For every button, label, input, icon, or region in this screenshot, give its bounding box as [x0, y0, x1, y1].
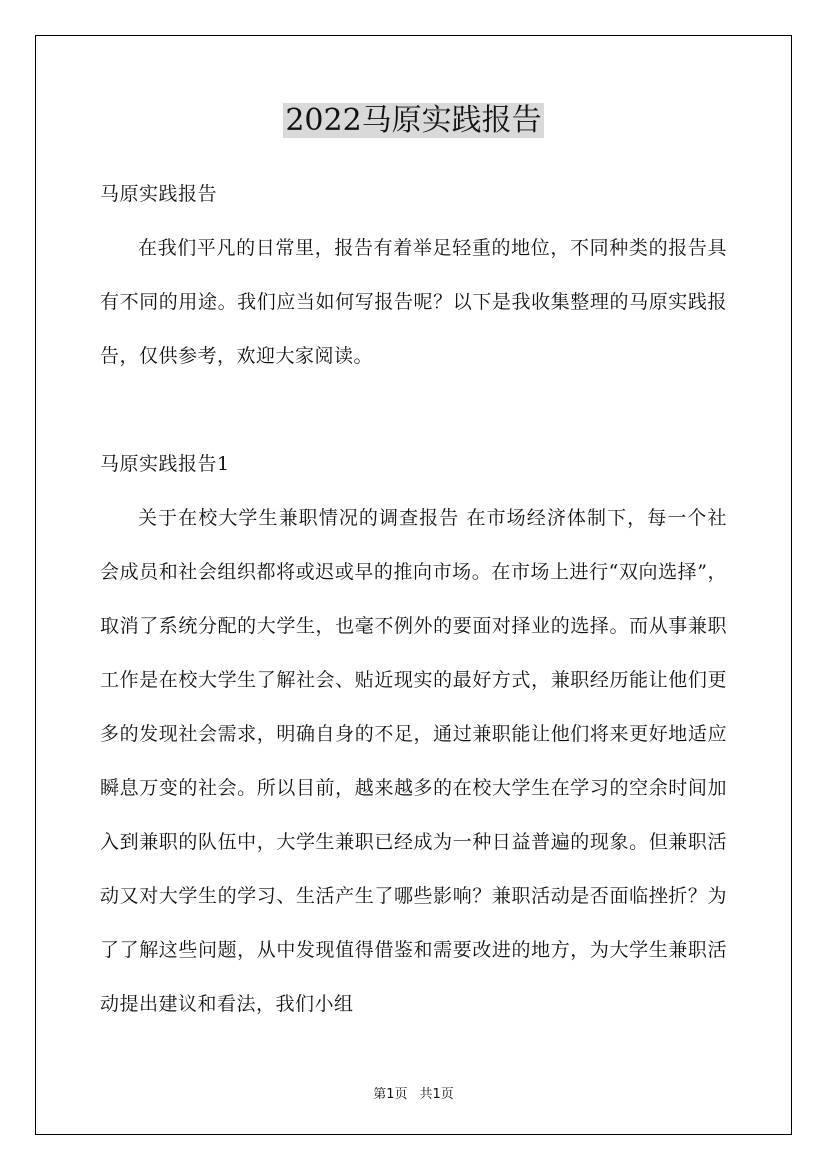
page-total-label: 共1页 — [419, 1087, 454, 1102]
section-heading-report-1: 马原实践报告1 — [100, 453, 230, 475]
document-title-text: 2022马原实践报告 — [285, 103, 542, 138]
section-subtitle: 马原实践报告 — [100, 183, 218, 205]
intro-paragraph: 在我们平凡的日常里，报告有着举足轻重的地位，不同种类的报告具有不同的用途。我们应当如何写报告呢？以下是我收集整理的马原实践报告，仅供参考，欢迎大家阅读。 — [100, 237, 727, 367]
page-current-label: 第1页 — [373, 1087, 408, 1102]
main-paragraph: 关于在校大学生兼职情况的调查报告 在市场经济体制下，每一个社会成员和社会组织都将或迟或早的推向市场。在市场上进行“双向选择”，取消了系统分配的大学生，也毫不例外的要面对择业的选择。而从事兼职工作是在校大学生了解社会、贴近现实的最好方式，兼职经历能让他们更多的发现社会需求，明确自身的不足，通过兼职能让他们将来更好地适应瞬息万变的社会。所以目前，越来越多的在校大学生在学习的空余时间加入到兼职的队伍中，大学生兼职已经成为一种日益普遍的现象。但兼职活动又对大学生的学习、生活产生了哪些影响？兼职活动是否面临挫折？为了了解这些问题，从中发现值得借鉴和需要改进的地方，为大学生兼职活动提出建议和看法，我们小组 — [100, 507, 727, 1015]
page-footer — [0, 1083, 827, 1102]
document-title — [0, 100, 827, 142]
